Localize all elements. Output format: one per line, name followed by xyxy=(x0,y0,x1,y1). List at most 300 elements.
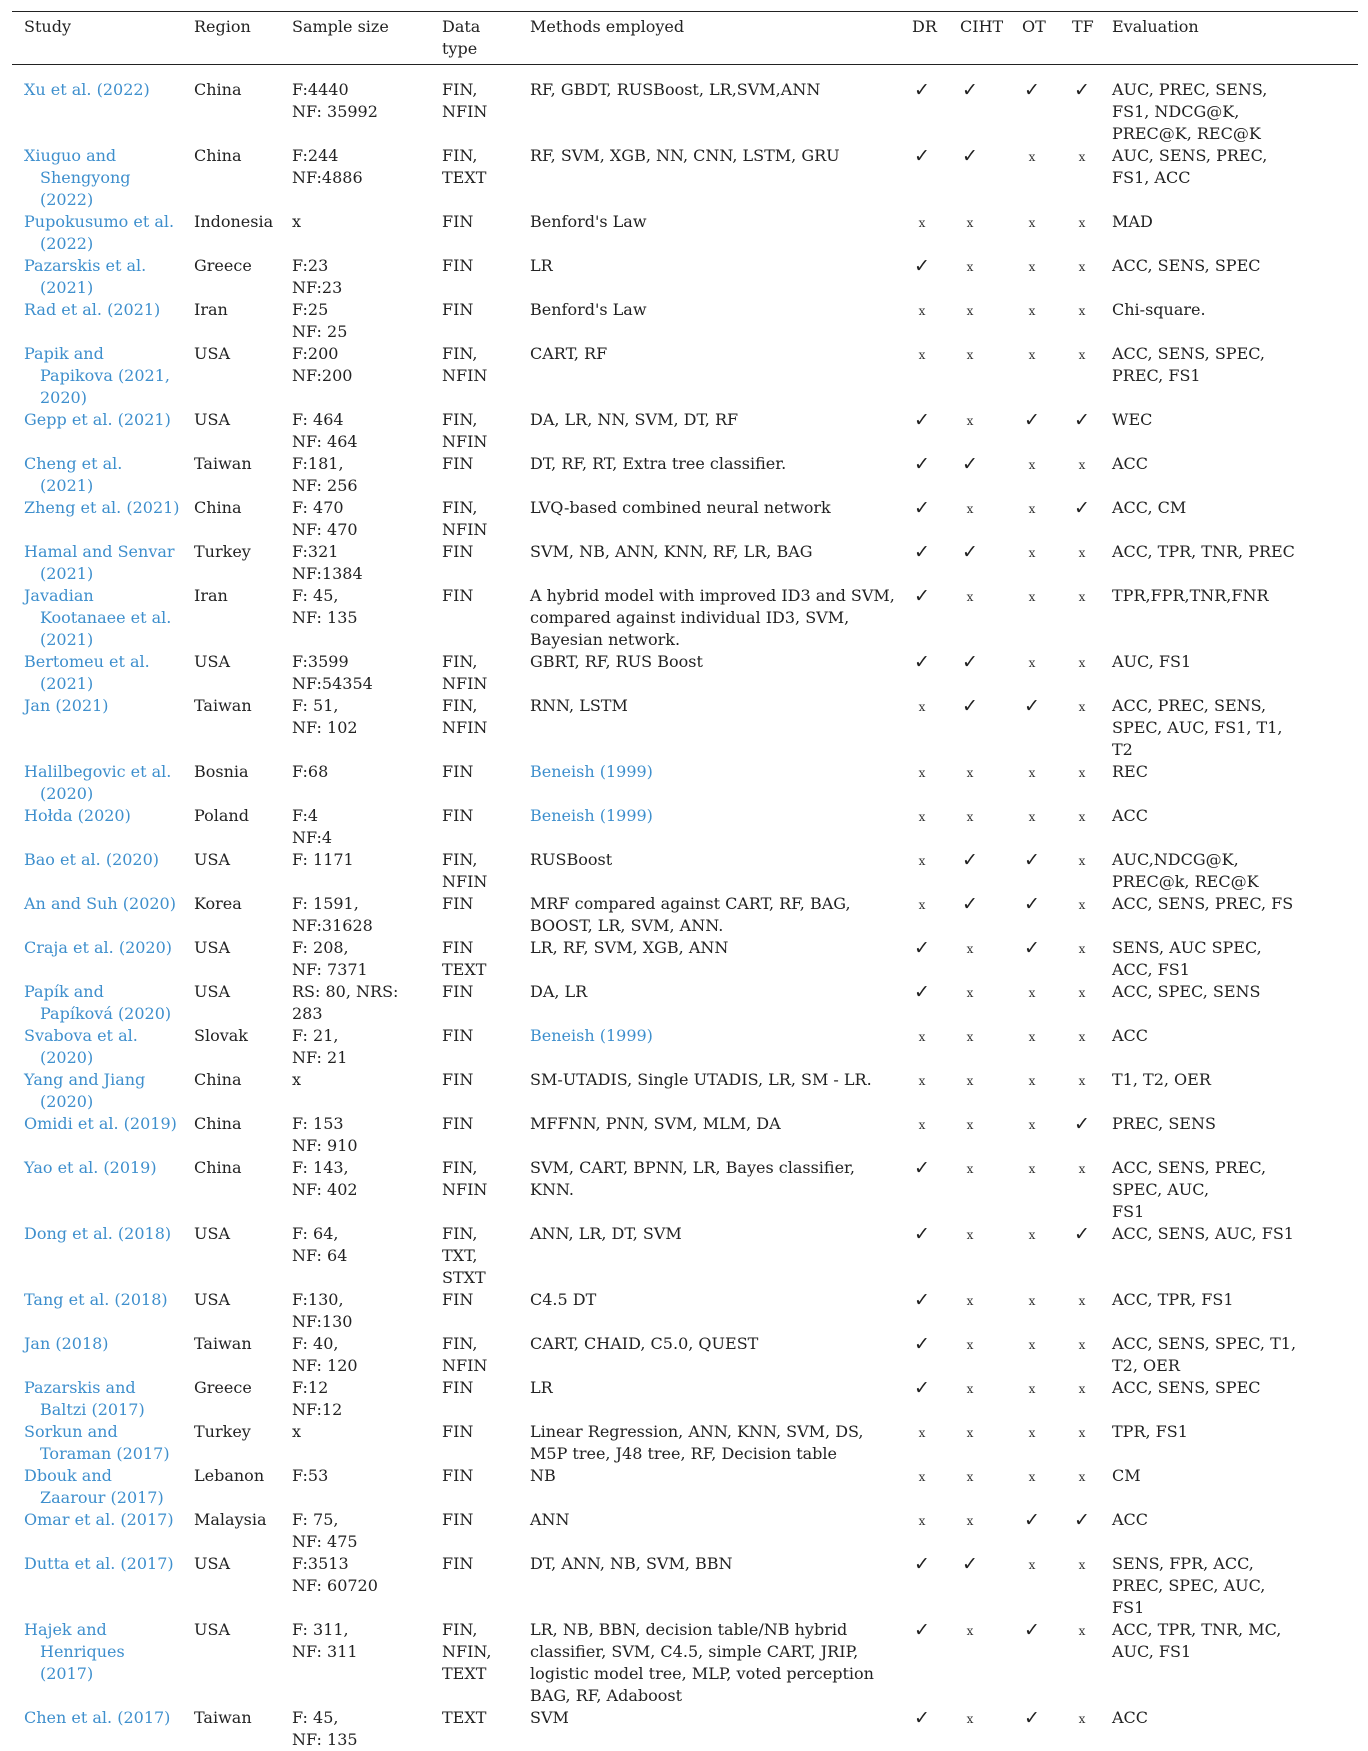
dr-cell xyxy=(900,805,948,849)
check-icon: ✓ xyxy=(962,541,978,563)
study-cell-text[interactable]: Papík and Papíková (2020) xyxy=(24,982,172,1023)
ot-cell xyxy=(1010,805,1060,849)
sample-size-cell xyxy=(280,893,430,937)
methods-cell-text: DT, ANN, NB, SVM, BBN xyxy=(530,1554,733,1573)
study-cell xyxy=(12,497,182,541)
study-cell-text[interactable]: Yang and Jiang (2020) xyxy=(24,1070,146,1111)
study-cell-text[interactable]: Gepp et al. (2021) xyxy=(24,410,171,429)
ciht-cell xyxy=(948,805,1010,849)
ot-cell xyxy=(1010,893,1060,937)
data-type-cell-text: FIN xyxy=(442,1510,474,1529)
ot-cell xyxy=(1010,1707,1060,1751)
methods-cell-text: RF, SVM, XGB, NN, CNN, LSTM, GRU xyxy=(530,146,840,165)
evaluation-cell-text: ACC xyxy=(1112,1708,1149,1727)
cross-icon: x xyxy=(966,1228,974,1242)
methods-cell xyxy=(518,1707,900,1751)
ot-cell xyxy=(1010,541,1060,585)
cross-icon: x xyxy=(1028,260,1036,274)
data-type-cell-text: FIN xyxy=(442,1378,474,1397)
table-row xyxy=(12,1707,1358,1751)
study-cell-text[interactable]: Svabova et al. (2020) xyxy=(24,1026,138,1067)
dr-cell xyxy=(900,1509,948,1553)
region-cell xyxy=(182,1377,280,1421)
methods-cell-text[interactable]: Beneish (1999) xyxy=(530,1026,653,1045)
cross-icon: x xyxy=(966,1712,974,1726)
dr-cell xyxy=(900,541,948,585)
table-row xyxy=(12,651,1358,695)
data-type-cell-text: FIN xyxy=(442,1554,474,1573)
methods-cell-text: RNN, LSTM xyxy=(530,696,628,715)
sample-size-cell xyxy=(280,1289,430,1333)
ciht-cell xyxy=(948,343,1010,409)
methods-cell-text: DA, LR xyxy=(530,982,588,1001)
cross-icon: x xyxy=(966,414,974,428)
evaluation-cell-text: TPR,FPR,TNR,FNR xyxy=(1112,586,1269,605)
sample-size-cell xyxy=(280,1025,430,1069)
study-cell-text[interactable]: Bertomeu et al. (2021) xyxy=(24,652,150,693)
cross-icon: x xyxy=(1078,590,1086,604)
data-type-cell-text: FIN, TXT, STXT xyxy=(442,1224,486,1287)
table-row xyxy=(12,849,1358,893)
study-cell-text[interactable]: Dbouk and Zaarour (2017) xyxy=(24,1466,164,1507)
cross-icon: x xyxy=(1078,1294,1086,1308)
data-type-cell-text: FIN xyxy=(442,1466,474,1485)
sample-size-cell xyxy=(280,585,430,651)
ciht-cell xyxy=(948,1113,1010,1157)
sample-size-cell xyxy=(280,145,430,211)
cross-icon: x xyxy=(966,1074,974,1088)
methods-cell xyxy=(518,67,900,145)
sample-size-cell-text: F:321 NF:1384 xyxy=(292,542,363,583)
data-type-cell xyxy=(430,453,518,497)
sample-size-cell-text: F: 45, NF: 135 xyxy=(292,586,358,627)
study-cell xyxy=(12,1707,182,1751)
region-cell xyxy=(182,1421,280,1465)
check-icon: ✓ xyxy=(1024,937,1040,959)
study-cell-text[interactable]: Pazarskis et al. (2021) xyxy=(24,256,147,297)
sample-size-cell-text: F:181, NF: 256 xyxy=(292,454,358,495)
dr-cell xyxy=(900,453,948,497)
ot-cell xyxy=(1010,343,1060,409)
dr-cell xyxy=(900,893,948,937)
ciht-cell xyxy=(948,893,1010,937)
study-cell xyxy=(12,1025,182,1069)
tf-cell xyxy=(1060,1157,1100,1223)
methods-cell xyxy=(518,1421,900,1465)
data-type-cell xyxy=(430,849,518,893)
cross-icon: x xyxy=(1078,260,1086,274)
data-type-cell xyxy=(430,1333,518,1377)
evaluation-cell-text: ACC, CM xyxy=(1112,498,1187,517)
study-cell-text[interactable]: Xu et al. (2022) xyxy=(24,80,150,99)
sample-size-cell-text: F: 51, NF: 102 xyxy=(292,696,358,737)
evaluation-cell xyxy=(1100,145,1358,211)
study-cell-text[interactable]: Dong et al. (2018) xyxy=(24,1224,172,1243)
study-cell xyxy=(12,1223,182,1289)
study-cell xyxy=(12,1553,182,1619)
cross-icon: x xyxy=(1078,304,1086,318)
cross-icon: x xyxy=(1078,1382,1086,1396)
methods-cell xyxy=(518,695,900,761)
study-cell-text[interactable]: Rad et al. (2021) xyxy=(24,300,161,319)
ciht-cell xyxy=(948,937,1010,981)
data-type-cell xyxy=(430,1069,518,1113)
evaluation-cell-text: ACC, SENS, SPEC xyxy=(1112,1378,1261,1397)
data-type-cell xyxy=(430,299,518,343)
tf-cell xyxy=(1060,1707,1100,1751)
region-cell xyxy=(182,1069,280,1113)
cross-icon: x xyxy=(1028,1294,1036,1308)
study-cell-text[interactable]: Halilbegovic et al. (2020) xyxy=(24,762,172,803)
study-cell-text[interactable]: Omar et al. (2017) xyxy=(24,1510,174,1529)
ciht-cell xyxy=(948,1157,1010,1223)
region-cell-text: USA xyxy=(194,652,230,671)
study-cell-text[interactable]: Jan (2021) xyxy=(24,696,109,715)
data-type-cell xyxy=(430,1377,518,1421)
study-cell-text[interactable]: Bao et al. (2020) xyxy=(24,850,160,869)
region-cell-text: Slovak xyxy=(194,1026,248,1045)
methods-cell-text: DA, LR, NN, SVM, DT, RF xyxy=(530,410,739,429)
cross-icon: x xyxy=(918,1030,926,1044)
methods-cell-text: SVM, CART, BPNN, LR, Bayes classifier, KNN. xyxy=(530,1158,856,1199)
study-cell xyxy=(12,541,182,585)
sample-size-cell xyxy=(280,849,430,893)
cross-icon: x xyxy=(966,1426,974,1440)
sample-size-cell xyxy=(280,1465,430,1509)
dr-cell xyxy=(900,343,948,409)
methods-cell xyxy=(518,937,900,981)
check-icon: ✓ xyxy=(1024,695,1040,717)
cross-icon: x xyxy=(1078,216,1086,230)
study-cell xyxy=(12,1113,182,1157)
sample-size-cell xyxy=(280,695,430,761)
evaluation-cell-text: ACC xyxy=(1112,454,1149,473)
evaluation-cell-text: ACC, SENS, PREC, SPEC, AUC, FS1 xyxy=(1112,1158,1267,1221)
study-cell-text[interactable]: Hajek and Henriques (2017) xyxy=(24,1620,125,1683)
tf-cell xyxy=(1060,651,1100,695)
tf-cell xyxy=(1060,1619,1100,1707)
cross-icon: x xyxy=(1078,1624,1086,1638)
data-type-cell-text: FIN, NFIN xyxy=(442,80,488,121)
sample-size-cell-text: F:23 NF:23 xyxy=(292,256,343,297)
tf-cell xyxy=(1060,1289,1100,1333)
study-cell xyxy=(12,453,182,497)
region-cell-text: China xyxy=(194,1114,242,1133)
ciht-cell xyxy=(948,849,1010,893)
cross-icon: x xyxy=(1078,546,1086,560)
study-cell-text[interactable]: Tang et al. (2018) xyxy=(24,1290,168,1309)
study-cell xyxy=(12,255,182,299)
ciht-cell xyxy=(948,497,1010,541)
region-cell xyxy=(182,343,280,409)
ot-cell xyxy=(1010,695,1060,761)
region-cell-text: Korea xyxy=(194,894,242,913)
sample-size-cell xyxy=(280,453,430,497)
check-icon: ✓ xyxy=(914,1553,930,1575)
check-icon: ✓ xyxy=(962,849,978,871)
table-row xyxy=(12,255,1358,299)
region-cell-text: Bosnia xyxy=(194,762,249,781)
study-cell xyxy=(12,695,182,761)
evaluation-cell-text: AUC, FS1 xyxy=(1112,652,1192,671)
cross-icon: x xyxy=(966,216,974,230)
check-icon: ✓ xyxy=(1074,409,1090,431)
check-icon: ✓ xyxy=(914,585,930,607)
study-cell-text[interactable]: Hołda (2020) xyxy=(24,806,131,825)
evaluation-cell xyxy=(1100,1289,1358,1333)
data-type-cell-text: FIN, NFIN xyxy=(442,344,488,385)
evaluation-cell xyxy=(1100,1553,1358,1619)
cross-icon: x xyxy=(918,766,926,780)
methods-cell-text: SVM, NB, ANN, KNN, RF, LR, BAG xyxy=(530,542,813,561)
dr-cell xyxy=(900,67,948,145)
check-icon: ✓ xyxy=(914,255,930,277)
check-icon: ✓ xyxy=(914,145,930,167)
header-dr: DR xyxy=(912,17,937,36)
dr-cell xyxy=(900,145,948,211)
ciht-cell xyxy=(948,761,1010,805)
methods-cell-text: LR, NB, BBN, decision table/NB hybrid classifier, SVM, C4.5, simple CART, JRIP, logistic model tree, MLP, voted perception BAG, RF, Adaboost xyxy=(530,1620,874,1705)
methods-cell xyxy=(518,299,900,343)
cross-icon: x xyxy=(966,1118,974,1132)
tf-cell xyxy=(1060,849,1100,893)
study-cell-text[interactable]: Papik and Papikova (2021, 2020) xyxy=(24,344,170,407)
methods-cell-text: SM-UTADIS, Single UTADIS, LR, SM - LR. xyxy=(530,1070,872,1089)
check-icon: ✓ xyxy=(962,893,978,915)
cross-icon: x xyxy=(1028,656,1036,670)
evaluation-cell xyxy=(1100,1509,1358,1553)
data-type-cell xyxy=(430,211,518,255)
sample-size-cell-text: F:53 xyxy=(292,1466,329,1485)
study-cell-text[interactable]: An and Suh (2020) xyxy=(24,894,176,913)
data-type-cell xyxy=(430,343,518,409)
region-cell-text: Turkey xyxy=(194,542,251,561)
study-cell xyxy=(12,1289,182,1333)
check-icon: ✓ xyxy=(1024,1509,1040,1531)
methods-cell-text: DT, RF, RT, Extra tree classifier. xyxy=(530,454,787,473)
region-cell-text: Taiwan xyxy=(194,454,252,473)
region-cell-text: USA xyxy=(194,410,230,429)
cross-icon: x xyxy=(1078,458,1086,472)
region-cell xyxy=(182,1289,280,1333)
methods-cell xyxy=(518,585,900,651)
region-cell-text: Iran xyxy=(194,300,228,319)
study-cell xyxy=(12,1333,182,1377)
data-type-cell-text: FIN, TEXT xyxy=(442,146,487,187)
sample-size-cell-text: F:3599 NF:54354 xyxy=(292,652,373,693)
sample-size-cell-text: x xyxy=(292,212,302,231)
study-cell-text[interactable]: Cheng et al. (2021) xyxy=(24,454,123,495)
cross-icon: x xyxy=(1028,502,1036,516)
dr-cell xyxy=(900,497,948,541)
dr-cell xyxy=(900,1157,948,1223)
region-cell-text: USA xyxy=(194,938,230,957)
region-cell xyxy=(182,1157,280,1223)
tf-cell xyxy=(1060,1377,1100,1421)
table-row xyxy=(12,299,1358,343)
ot-cell xyxy=(1010,937,1060,981)
methods-cell xyxy=(518,1289,900,1333)
region-cell xyxy=(182,849,280,893)
evaluation-cell-text: AUC, PREC, SENS, FS1, NDCG@K, PREC@K, REC@K xyxy=(1112,80,1268,143)
dr-cell xyxy=(900,1465,948,1509)
sample-size-cell-text: F: 64, NF: 64 xyxy=(292,1224,348,1265)
evaluation-cell xyxy=(1100,1465,1358,1509)
tf-cell xyxy=(1060,893,1100,937)
evaluation-cell xyxy=(1100,1707,1358,1751)
ot-cell xyxy=(1010,497,1060,541)
region-cell-text: China xyxy=(194,146,242,165)
dr-cell xyxy=(900,849,948,893)
methods-cell xyxy=(518,1509,900,1553)
methods-cell xyxy=(518,409,900,453)
study-cell-text[interactable]: Jan (2018) xyxy=(24,1334,109,1353)
evaluation-cell xyxy=(1100,585,1358,651)
cross-icon: x xyxy=(1028,348,1036,362)
region-cell-text: Malaysia xyxy=(194,1510,267,1529)
cross-icon: x xyxy=(966,502,974,516)
study-cell-text[interactable]: Chen et al. (2017) xyxy=(24,1708,171,1727)
evaluation-cell-text: ACC, SENS, PREC, FS xyxy=(1112,894,1294,913)
evaluation-cell-text: ACC, TPR, TNR, PREC xyxy=(1112,542,1295,561)
data-type-cell xyxy=(430,67,518,145)
methods-cell-text: LR xyxy=(530,1378,553,1397)
methods-cell-text: ANN xyxy=(530,1510,570,1529)
region-cell xyxy=(182,497,280,541)
cross-icon: x xyxy=(966,766,974,780)
cross-icon: x xyxy=(1028,590,1036,604)
ciht-cell xyxy=(948,1707,1010,1751)
evaluation-cell xyxy=(1100,409,1358,453)
header-methods: Methods employed xyxy=(530,17,685,36)
data-type-cell-text: FIN xyxy=(442,1290,474,1309)
cross-icon: x xyxy=(1078,1712,1086,1726)
sample-size-cell-text: F:200 NF:200 xyxy=(292,344,353,385)
region-cell-text: Lebanon xyxy=(194,1466,265,1485)
sample-size-cell xyxy=(280,1707,430,1751)
region-cell xyxy=(182,145,280,211)
evaluation-cell xyxy=(1100,497,1358,541)
ot-cell xyxy=(1010,1333,1060,1377)
methods-cell-text: A hybrid model with improved ID3 and SVM, compared against individual ID3, SVM, Bayesian network. xyxy=(530,586,895,649)
cross-icon: x xyxy=(966,260,974,274)
cross-icon: x xyxy=(1078,1162,1086,1176)
study-cell-text[interactable]: Zheng et al. (2021) xyxy=(24,498,180,517)
ot-cell xyxy=(1010,255,1060,299)
study-cell-text[interactable]: Hamal and Senvar (2021) xyxy=(24,542,175,583)
methods-cell-text: LR, RF, SVM, XGB, ANN xyxy=(530,938,729,957)
study-cell xyxy=(12,1619,182,1707)
sample-size-cell-text: F:130, NF:130 xyxy=(292,1290,353,1331)
tf-cell xyxy=(1060,805,1100,849)
sample-size-cell xyxy=(280,1113,430,1157)
sample-size-cell-text: x xyxy=(292,1070,302,1089)
methods-cell xyxy=(518,761,900,805)
evaluation-cell xyxy=(1100,255,1358,299)
methods-cell-text[interactable]: Beneish (1999) xyxy=(530,806,653,825)
cross-icon: x xyxy=(1028,1030,1036,1044)
sample-size-cell xyxy=(280,541,430,585)
header-data-type: Data type xyxy=(442,17,481,58)
study-cell-text[interactable]: Javadian Kootanaee et al. (2021) xyxy=(24,586,172,649)
study-cell-text[interactable]: Pupokusumo et al. (2022) xyxy=(24,212,175,253)
ciht-cell xyxy=(948,541,1010,585)
study-cell-text[interactable]: Craja et al. (2020) xyxy=(24,938,173,957)
study-cell xyxy=(12,1157,182,1223)
header-ciht: CIHT xyxy=(960,17,1004,36)
ciht-cell xyxy=(948,1421,1010,1465)
region-cell xyxy=(182,937,280,981)
evaluation-cell-text: MAD xyxy=(1112,212,1153,231)
sample-size-cell-text: F:3513 NF: 60720 xyxy=(292,1554,378,1595)
data-type-cell xyxy=(430,1509,518,1553)
ot-cell xyxy=(1010,1025,1060,1069)
study-cell xyxy=(12,585,182,651)
ciht-cell xyxy=(948,1069,1010,1113)
region-cell-text: Greece xyxy=(194,256,252,275)
header-sample-size: Sample size xyxy=(292,17,389,36)
data-type-cell xyxy=(430,1619,518,1707)
study-cell-text[interactable]: Dutta et al. (2017) xyxy=(24,1554,174,1573)
ot-cell xyxy=(1010,981,1060,1025)
evaluation-cell-text: AUC, SENS, PREC, FS1, ACC xyxy=(1112,146,1268,187)
ot-cell xyxy=(1010,1113,1060,1157)
table-row xyxy=(12,1223,1358,1289)
sample-size-cell-text: F:4 NF:4 xyxy=(292,806,333,847)
study-cell xyxy=(12,1421,182,1465)
study-cell-text[interactable]: Pazarskis and Baltzi (2017) xyxy=(24,1378,145,1419)
header-tf: TF xyxy=(1072,17,1094,36)
table-row xyxy=(12,1333,1358,1377)
data-type-cell-text: FIN, NFIN, TEXT xyxy=(442,1620,492,1683)
study-cell-text[interactable]: Xiuguo and Shengyong (2022) xyxy=(24,146,131,209)
evaluation-cell xyxy=(1100,761,1358,805)
tf-cell xyxy=(1060,255,1100,299)
region-cell xyxy=(182,299,280,343)
cross-icon: x xyxy=(1028,1382,1036,1396)
data-type-cell xyxy=(430,145,518,211)
methods-cell-text: Benford's Law xyxy=(530,212,647,231)
sample-size-cell xyxy=(280,299,430,343)
sample-size-cell-text: F:25 NF: 25 xyxy=(292,300,348,341)
study-cell xyxy=(12,849,182,893)
table-row xyxy=(12,1553,1358,1619)
table-header-row xyxy=(12,16,1358,67)
methods-cell xyxy=(518,343,900,409)
evaluation-cell xyxy=(1100,1069,1358,1113)
evaluation-cell-text: T1, T2, OER xyxy=(1112,1070,1211,1089)
cross-icon: x xyxy=(1028,304,1036,318)
dr-cell xyxy=(900,1223,948,1289)
header-study: Study xyxy=(24,17,71,36)
data-type-cell-text: FIN xyxy=(442,894,474,913)
study-cell-text[interactable]: Omidi et al. (2019) xyxy=(24,1114,177,1133)
region-cell-text: China xyxy=(194,1158,242,1177)
table-row xyxy=(12,1157,1358,1223)
methods-cell-text: C4.5 DT xyxy=(530,1290,597,1309)
evaluation-cell xyxy=(1100,695,1358,761)
data-type-cell xyxy=(430,695,518,761)
methods-cell-text[interactable]: Beneish (1999) xyxy=(530,762,653,781)
cross-icon: x xyxy=(966,942,974,956)
methods-cell xyxy=(518,1069,900,1113)
study-cell-text[interactable]: Yao et al. (2019) xyxy=(24,1158,157,1177)
study-cell-text[interactable]: Sorkun and Toraman (2017) xyxy=(24,1422,170,1463)
region-cell-text: USA xyxy=(194,1290,230,1309)
cross-icon: x xyxy=(1078,942,1086,956)
study-cell xyxy=(12,981,182,1025)
sample-size-cell xyxy=(280,255,430,299)
